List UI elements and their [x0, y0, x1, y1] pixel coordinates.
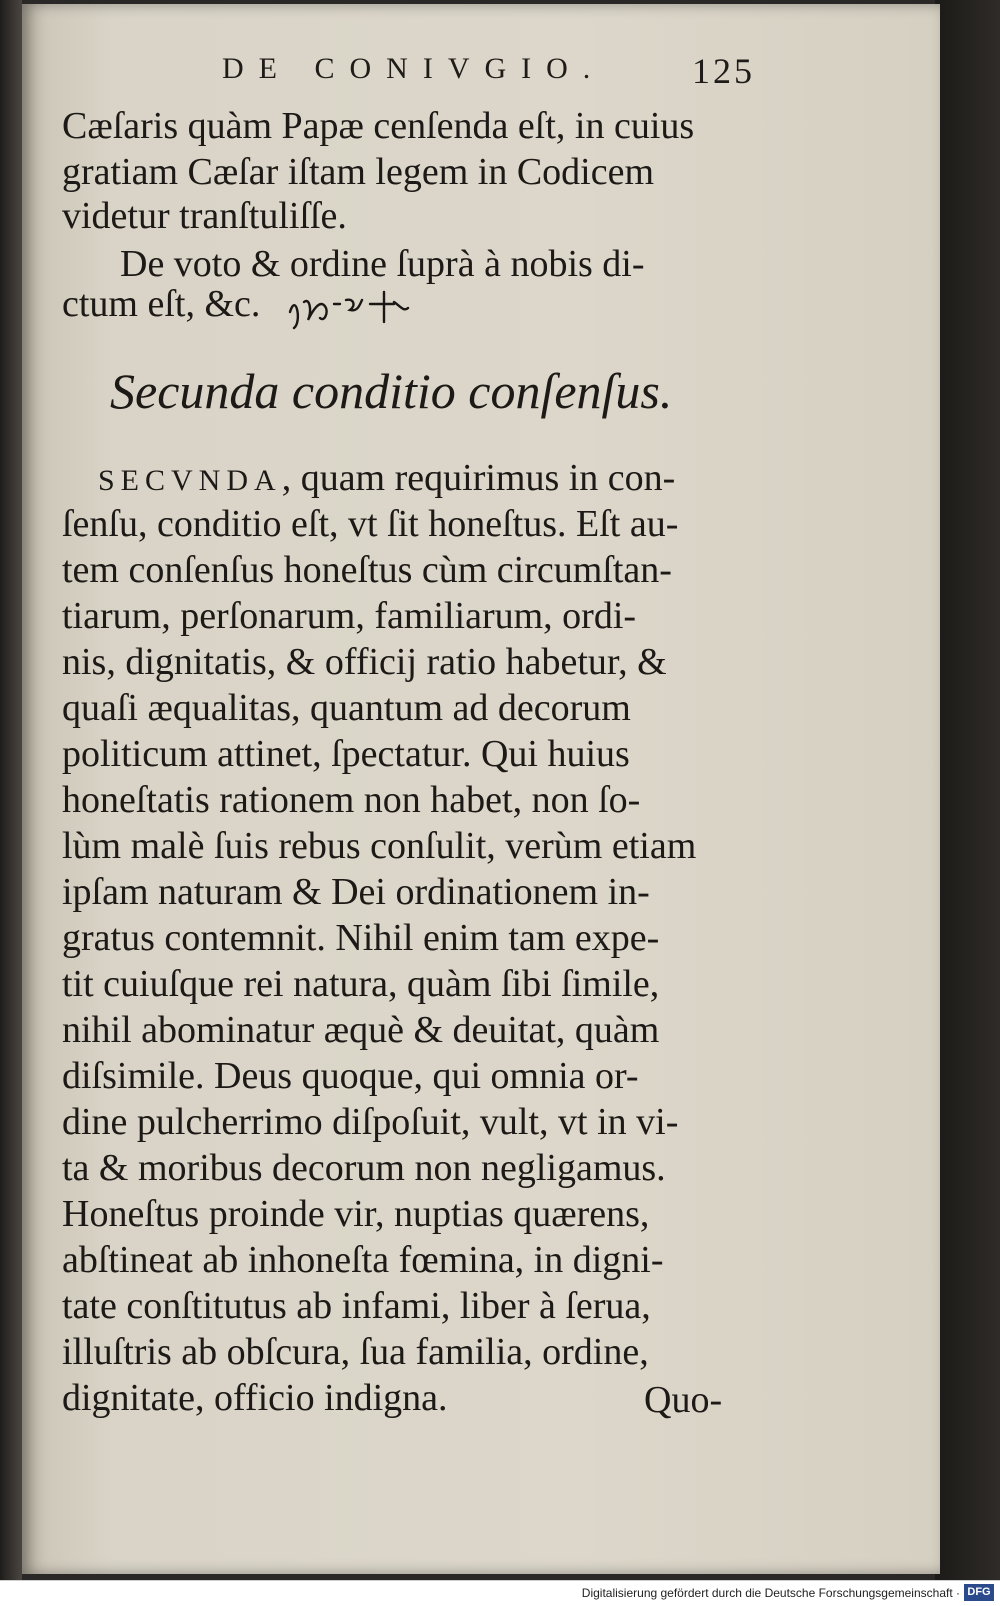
page-number: 125	[692, 51, 755, 91]
funding-credit: Digitalisierung gefördert durch die Deutsche Forschungsgemeinschaft ·	[581, 1586, 960, 1600]
text-line: gratus contemnit. Nihil enim tam expe-	[62, 917, 660, 959]
text-line: ta & moribus decorum non negligamus.	[62, 1147, 666, 1189]
book-page	[22, 4, 940, 1574]
text-line: nis, dignitatis, & officij ratio habetur, &	[62, 641, 667, 683]
book-spine-edge	[0, 0, 22, 1580]
digitization-footer	[0, 1580, 1000, 1606]
handwritten-annotation	[282, 282, 432, 332]
text-line: tit cuiuſque rei natura, quàm ſibi ſimile,	[62, 963, 660, 1005]
text-line: Cæſaris quàm Papæ cenſenda eſt, in cuius	[62, 105, 695, 147]
text-line: quaſi æqualitas, quantum ad decorum	[62, 687, 631, 729]
text-line: ipſam naturam & Dei ordinationem in-	[62, 871, 650, 913]
text-line: tiarum, perſonarum, familiarum, ordi-	[62, 595, 637, 637]
text-line: dine pulcherrimo diſpoſuit, vult, vt in vi-	[62, 1101, 679, 1143]
running-title: DE CONIVGIO.	[222, 52, 606, 85]
text-line: De voto & ordine ſuprà à nobis di-	[120, 243, 645, 285]
text-line: videtur tranſtuliſſe.	[62, 195, 347, 237]
text-line: ſenſu, conditio eſt, vt ſit honeſtus. Eſt au-	[62, 503, 679, 545]
text-line: illuſtris ab obſcura, ſua familia, ordine,	[62, 1331, 649, 1373]
text-line: tem conſenſus honeſtus cùm circumſtan-	[62, 549, 672, 591]
text-line-first	[98, 456, 675, 503]
running-head	[222, 52, 782, 102]
text-line: tate conſtitutus ab infami, liber à ſerua,	[62, 1285, 651, 1327]
text-line: nihil abominatur æquè & deuitat, quàm	[62, 1009, 660, 1051]
page-right-shadow	[935, 0, 1000, 1580]
text-line: honeſtatis rationem non habet, non ſo-	[62, 779, 641, 821]
text-line: Honeſtus proinde vir, nuptias quærens,	[62, 1193, 650, 1235]
text-line: diſsimile. Deus quoque, qui omnia or-	[62, 1055, 639, 1097]
catchword: Quo-	[644, 1379, 723, 1421]
section-heading: Secunda conditio conſenſus.	[110, 363, 673, 419]
text-line: ctum eſt, &c.	[62, 283, 261, 325]
dfg-logo: DFG	[964, 1584, 994, 1601]
text-line: politicum attinet, ſpectatur. Qui huius	[62, 733, 630, 775]
initial-word: SECVNDA	[98, 464, 282, 497]
text-line: dignitate, officio indigna.	[62, 1377, 448, 1419]
first-line-rest: , quam requirimus in con-	[281, 457, 676, 499]
text-line: lùm malè ſuis rebus conſulit, verùm etiam	[62, 825, 697, 867]
text-line: abſtineat ab inhoneſta fœmina, in digni-	[62, 1239, 664, 1281]
text-line: gratiam Cæſar iſtam legem in Codicem	[62, 151, 655, 193]
